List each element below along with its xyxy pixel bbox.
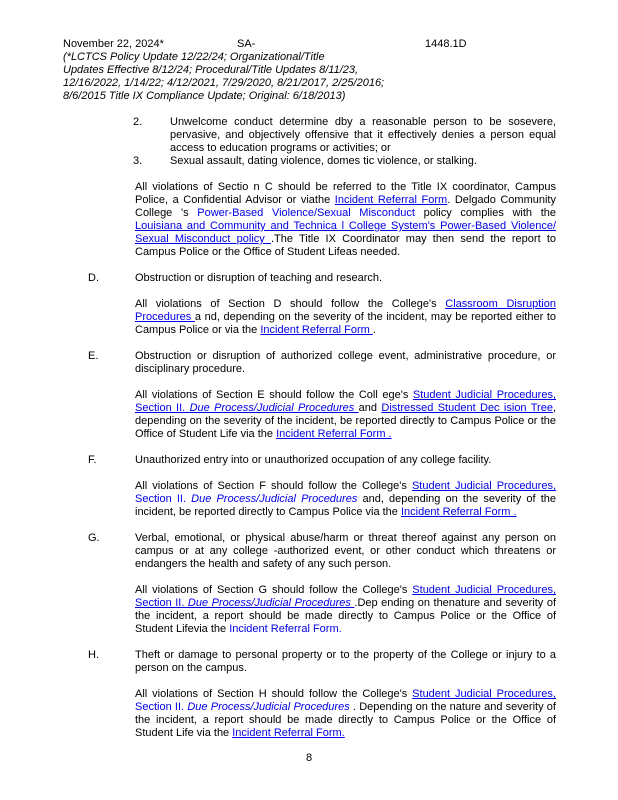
incident-referral-form-link[interactable]: Incident Referral Form: [260, 324, 373, 336]
paragraph-text: [135, 649, 556, 675]
text-run: All violations of Section D should follow the College's: [135, 298, 446, 310]
text-run: Sexual assault, dating violence, domes tic violence, or stalking.: [170, 155, 477, 167]
student-judicial-procedures-link[interactable]: Student Judicial Procedures, Section II.: [135, 584, 556, 609]
list-item: [88, 272, 556, 285]
text-run: All violations of Sectio n C should be referred to the Title IX coordinator, Campus Police, a Confidential Advisor or viathe: [135, 181, 556, 206]
paragraph: [88, 389, 556, 441]
paragraph-text: [135, 389, 556, 441]
paragraph-text: [135, 350, 556, 376]
list-item: [88, 649, 556, 675]
incident-referral-form-link[interactable]: Incident Referral Form: [334, 194, 448, 206]
student-judicial-procedures-link[interactable]: Section II.: [135, 701, 188, 713]
document-header: [63, 38, 556, 51]
incident-referral-form-link[interactable]: Incident Referral Form .: [276, 428, 392, 440]
due-process-judicial-procedures-link[interactable]: Due Process/Judicial Procedures: [191, 493, 358, 505]
text-run: Theft or damage to personal property or to the property of the College or injury to a person on the campus.: [135, 649, 556, 674]
revision-note-line: (*LCTCS Policy Update 12/22/24; Organizational/Title: [63, 51, 325, 63]
due-process-judicial-procedures-link[interactable]: Due Process/Judicial Procedures: [187, 701, 350, 713]
item-number: 2.: [133, 116, 143, 128]
section-letter: F.: [88, 454, 97, 466]
paragraph-text: [170, 155, 556, 168]
document-date: November 22, 2024*: [63, 38, 164, 50]
text-run: All violations of Section E should follow the Coll ege's: [135, 389, 413, 401]
list-item: [88, 454, 556, 467]
section-letter: H.: [88, 649, 99, 661]
document-body: [88, 116, 556, 740]
paragraph: [88, 584, 556, 636]
item-number: 3.: [133, 155, 143, 167]
distressed-student-decision-tree-link[interactable]: Distressed Student Dec ision Tree: [381, 402, 553, 414]
list-item: [88, 350, 556, 376]
text-run: Verbal, emotional, or physical abuse/harm or threat thereof against any person on campus or at any college -authorized event, or other conduct which threatens or endangers the health and safety of any such person.: [135, 532, 556, 570]
paragraph: [88, 181, 556, 259]
text-run: .Dep ending on thenature and severity of the incident, a report should be made directly to Campus Police or the Office of Student Lifevia the: [135, 597, 556, 635]
text-run: Unauthorized entry into or unauthorized occupation of any college facility.: [135, 454, 492, 466]
student-judicial-procedures-link[interactable]: Student Judicial Procedures, Section II.: [135, 389, 556, 414]
paragraph-text: [135, 298, 556, 337]
incident-referral-form-link[interactable]: Incident Referral Form.: [232, 727, 345, 739]
lctcs-power-based-violence-policy-link[interactable]: Louisiana and Community and Technica l College System's Power-Based Violence/ Sexual Misconduct policy: [135, 220, 556, 245]
student-judicial-procedures-link[interactable]: Section II.: [135, 493, 192, 505]
text-run: a nd, depending on the severity of the incident, may be reported either to Campus Police or via the: [135, 311, 557, 336]
text-run: policy complies with the: [414, 207, 557, 219]
text-run: . Delgado Community College 's: [135, 194, 556, 219]
revision-note-line: 8/6/2015 Title IX Compliance Update; Original: 6/18/2013): [63, 90, 346, 102]
text-run: Unwelcome conduct determine dby a reasonable person to be sosevere, pervasive, and objectively offensive that it effectively denies a person equal access to education programs or activities; or: [170, 116, 556, 154]
section-letter: G.: [88, 532, 100, 544]
policy-number: 1448.1D: [425, 38, 467, 50]
paragraph-text: [170, 116, 556, 155]
list-item: [88, 116, 556, 155]
paragraph-text: [135, 584, 556, 636]
text-run: and, depending on the severity of the incident, be reported directly to Campus Police via the: [135, 493, 556, 518]
revision-note-line: Updates Effective 8/12/24; Procedural/Title Updates 8/11/23,: [63, 64, 359, 76]
paragraph-text: [135, 688, 556, 740]
page-footer: [0, 752, 618, 765]
student-judicial-procedures-link[interactable]: Student Judicial Procedures,: [412, 688, 556, 700]
text-run: All violations of Section H should follow the College's: [135, 688, 413, 700]
text-run: . Depending on the nature and severity of the incident, a report should be made directly to Campus Police or the Office of Student Life via the: [135, 701, 556, 739]
revision-note: [63, 51, 618, 103]
due-process-judicial-procedures-link[interactable]: Due Process/Judicial Procedures: [189, 402, 359, 414]
paragraph-text: [135, 272, 556, 285]
paragraph-text: [135, 480, 556, 519]
incident-referral-form-link[interactable]: Incident Referral Form.: [229, 623, 342, 635]
paragraph: [88, 480, 556, 519]
section-letter: D.: [88, 272, 99, 284]
paragraph-text: [135, 454, 556, 467]
text-run: and: [358, 402, 382, 414]
classroom-disruption-procedures-link[interactable]: Classroom Disruption Procedures: [135, 298, 556, 323]
text-run: .The Title IX Coordinator may then send the report to Campus Police or the Office of Student Lifeas needed.: [135, 233, 556, 258]
section-letter: E.: [88, 350, 99, 362]
student-judicial-procedures-link[interactable]: Student Judicial Procedures,: [411, 480, 557, 492]
paragraph: [88, 688, 556, 740]
page-number: 8: [305, 752, 313, 764]
power-based-violence-policy-link[interactable]: Power-Based Violence/Sexual Misconduct: [197, 207, 415, 219]
document-code: SA-: [237, 38, 256, 50]
list-item: [88, 155, 556, 168]
text-run: Obstruction or disruption of authorized college event, administrative procedure, or disciplinary procedure.: [135, 350, 556, 375]
text-run: , depending on the severity of the incident, be reported directly to Campus Police or the Office of Student Life via the: [135, 402, 556, 440]
text-run: Obstruction or disruption of teaching and research.: [135, 272, 383, 284]
due-process-judicial-procedures-link[interactable]: Due Process/Judicial Procedures: [187, 597, 355, 609]
paragraph: [88, 298, 556, 337]
paragraph-text: [135, 532, 556, 571]
text-run: .: [372, 324, 376, 336]
paragraph-text: [135, 181, 556, 259]
incident-referral-form-link[interactable]: Incident Referral Form .: [400, 506, 517, 518]
list-item: [88, 532, 556, 571]
text-run: All violations of Section G should follow the College's: [135, 584, 413, 596]
text-run: All violations of Section F should follow the College's: [135, 480, 412, 492]
revision-note-line: 12/16/2022, 1/14/22; 4/12/2021, 7/29/2020, 8/21/2017, 2/25/2016;: [63, 77, 385, 89]
